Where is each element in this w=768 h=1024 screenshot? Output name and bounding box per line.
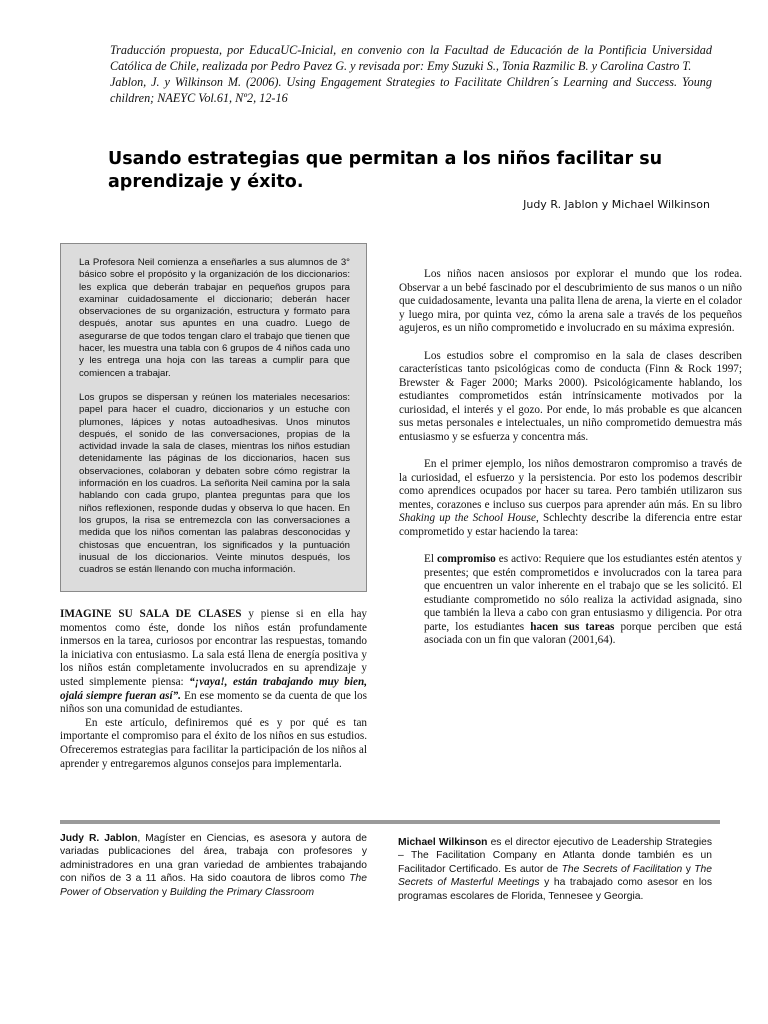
right-paragraph-3 (399, 458, 742, 539)
translation-note (110, 42, 712, 106)
jablon-name: Judy R. Jablon (60, 833, 138, 844)
lead-heading: IMAGINE SU SALA DE CLASES (60, 608, 242, 620)
left-column (60, 608, 367, 771)
book-title-shaking-up: Shaking up the School House (399, 512, 536, 524)
paragraph-3-text-a: En el primer ejemplo, los niños demostraron compromiso a través de la curiosidad, el esfuerzo y la persistencia. Por esto los podemos describir como aprendices ocupados por hacer su tarea. Pero también utilizaron sus mentes, corazones e incluso sus cuerpos para aprender aún más. En su libro (399, 458, 742, 511)
article-title: Usando estrategias que permitan a los niños facilitar su aprendizaje y éxito. (108, 149, 663, 192)
schlechty-quote (424, 553, 742, 648)
source-citation: Jablon, J. y Wilkinson M. (2006). Using Engagement Strategies to Facilitate Children´s Learning and Success. Young children; NAEYC Vol.61, Nº2, 12-16 (110, 75, 712, 105)
jablon-and: y (159, 886, 170, 898)
quote-text-a: El (424, 553, 437, 565)
article-authors: Judy R. Jablon y Michael Wilkinson (523, 198, 710, 211)
lead-text-2: En ese momento se da cuenta de que los niños son una comunidad de estudiantes. (60, 689, 368, 716)
translation-credit: Traducción propuesta, por EducaUC-Inicial, en convenio con la Facultad de Educación de la Pontificia Universidad Católica de Chile, realizada por Pedro Pavez G. y revisada por: Emy Suzuki S., Tonia Razmilic B. y Carolina Castro T. (110, 43, 712, 73)
right-paragraph-1: Los niños nacen ansiosos por explorar el mundo que los rodea. Observar a un bebé fascinado por el descubrimiento de sus manos o un niño que cuidadosamente, levanta una palita llena de arena, la vierte en el colador y luego mira, por quinta vez, cómo la arena sale a través de los pequeños agujeros, es un niño comprometido e involucrado en su máxima expresión. (399, 268, 742, 334)
book-secrets-masterful-meetings: The Secrets of Masterful Meetings (398, 863, 713, 889)
lead-text-1: y piense si en ella hay momentos como éste, donde los niños están profundamente inmersos en la tarea, curiosos por encontrar las respuestas, tomando la iniciativa con entusiasmo. La sala está llena de energía positiva y los niños están completamente involucrados en su aprendizaje y usted simplemente piensa: (60, 608, 367, 688)
paragraph-3-text-b: , Schlechty describe la diferencia entre estar comprometido y estar haciendo la tarea: (399, 512, 743, 538)
right-paragraph-2: Los estudios sobre el compromiso en la sala de clases describen características tanto psicológicas como de conducta (Finn & Rock 1997; Brewster & Fager 2000; Marks 2000). Psicológicamente hablando, los estudiantes comprometidos están intrínsicamente motivados por la curiosidad, el interés y el gozo. Por ende, lo más probable es que alcancen sus metas personales e intelectuales, un niño comprometido demuestra más entusiasmo y se esfuerza y concentra más. (399, 349, 742, 443)
wilkinson-bio (398, 836, 712, 903)
quote-text-c: porque perciben que está asociada con un fin que valoran (2001,64). (424, 620, 743, 646)
book-power-of-observation: The Power of Observation (60, 873, 367, 898)
wilkinson-text-2: y ha trabajado como asesor en los programas escolares de Florida, Tennesee y Georgia. (398, 877, 713, 902)
sidebar-paragraph-1: La Profesora Neil comienza a enseñarles a sus alumnos de 3° básico sobre el propósito y la organización de los diccionarios: les explica que deberán trabajar en pequeños grupos para examinar cuidadosamente el diccionario; deberán hacer observaciones de su organización, estructura y formato para después, anotar sus apuntes en una cuadro. Luego de asegurarse de que todos tengan claro el trabajo que tienen que hacer, les muestra una tabla con 6 grupos de 4 niños cada uno y les entrega una hoja con las tareas a cumplir para que comiencen a trabajar. (79, 257, 350, 379)
left-paragraph-2: En este artículo, definiremos qué es y por qué es tan importante el compromiso para el éxito de los niños en sus estudios. Ofreceremos estrategias para facilitar la participación de los niños al aprender y entregaremos algunos consejos para implementarla. (60, 716, 367, 770)
classroom-scenario-sidebar (60, 243, 367, 592)
quote-term-compromiso: compromiso (436, 553, 496, 565)
wilkinson-and: y (682, 863, 695, 875)
jablon-bio (60, 832, 367, 899)
book-secrets-of-facilitation: The Secrets of Facilitation (561, 863, 683, 875)
wilkinson-text-1: es el director ejecutivo de Leadership Strategies – The Facilitation Company en Atlanta donde también es un Facilitador Certificado. Es autor de (398, 837, 712, 875)
sidebar-paragraph-2: Los grupos se dispersan y reúnen los materiales necesarios: papel para hacer el cuadro, diccionarios y un estuche con plumones, lápices y notas autoadhesivas. Unos minutos después, el sonido de las conversaciones, propias de la actividad invade la sala de clases, mientras los niños estudian detenidamente las páginas de los diccionarios, hacen sus observaciones, colaboran y debaten sobre cómo registrar la información en los cuadros. La señorita Neil camina por la sala hablando con cada grupo, plantea preguntas para que los niños reflexionen, responde dudas y observa lo que hacen. En los grupos, la risa se entremezcla con las conversaciones a medida que los niños comentan las palabras desconocidas y chistosas que encuentran, los significados y la puntuación inusual de los diccionarios. Veinte minutos después, los cuadros se están llenando con mucha información. (79, 391, 350, 576)
quote-text-b: es activo: Requiere que los estudiantes estén atentos y presentes; que estén comprometidos e involucrados con la tarea para que encuentren un valor inherente en el trabajo que se les solicitó. El estudiante comprometido no sólo realiza la actividad asignada, sino que también la lleva a cabo con gran entusiasmo y diligencia. Por otra parte, los estudiantes (424, 553, 742, 633)
lead-quote: “¡vaya!, están trabajando muy bien, ojalá siempre fueran así”. (60, 675, 367, 702)
jablon-text: , Magíster en Ciencias, es asesora y autora de variadas publicaciones del área, trabaja con profesores y administradores en una gran variedad de ambientes trabajando con niños de 3 a 11 años. Ha sido coautora de libros como (60, 833, 367, 885)
wilkinson-name: Michael Wilkinson (398, 837, 488, 848)
section-divider (60, 820, 720, 824)
right-column (399, 268, 742, 648)
quote-term-hacen-sus-tareas: hacen sus tareas (530, 620, 615, 633)
lead-paragraph (60, 608, 367, 717)
book-building-primary-classroom: Building the Primary Classroom (169, 886, 315, 898)
